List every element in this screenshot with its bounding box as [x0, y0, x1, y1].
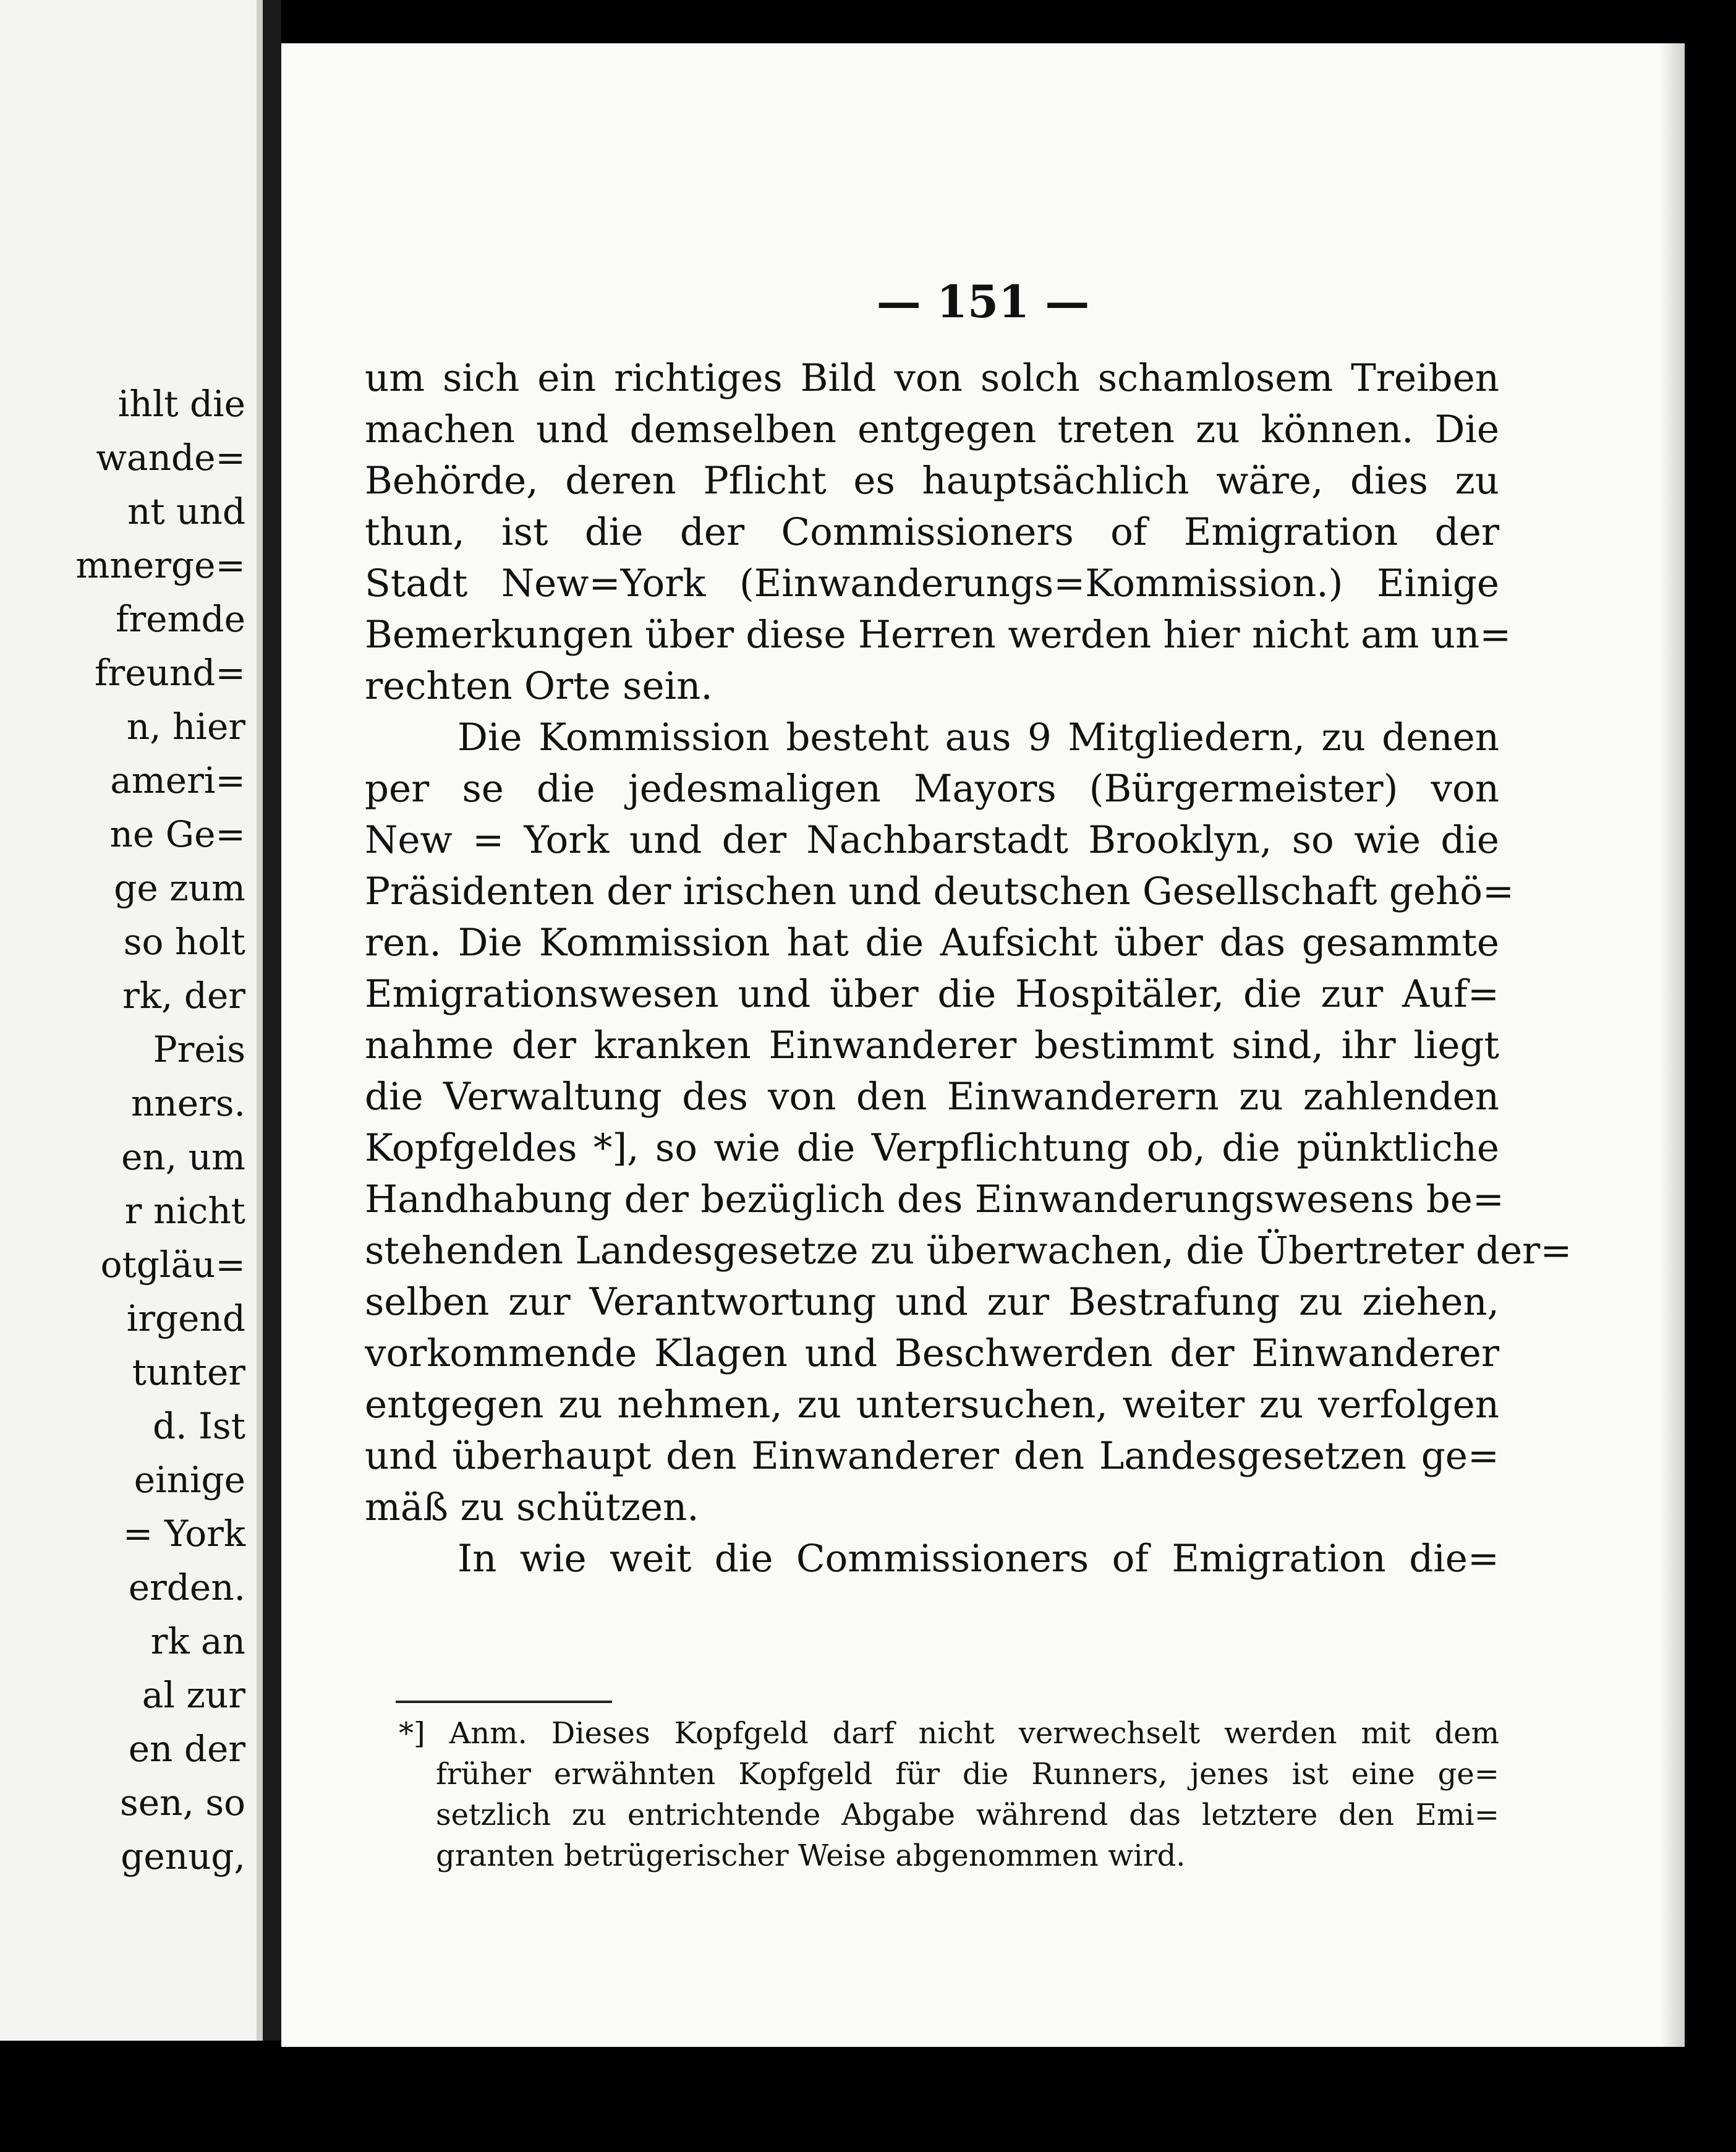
left-line: otgläu=	[100, 1244, 245, 1286]
book-gutter	[263, 0, 281, 2041]
footnote-line: früher erwähnten Kopfgeld für die Runners, jenes ist eine ge=	[436, 1757, 1499, 1791]
right-page-edge	[1660, 43, 1685, 2047]
footnote-rule	[396, 1701, 612, 1703]
left-line: irgend	[126, 1297, 245, 1339]
left-line: freund=	[95, 652, 245, 694]
left-line: tunter	[132, 1351, 245, 1393]
left-line: en, um	[121, 1136, 245, 1178]
text-line: per se die jedesmaligen Mayors (Bürgermeister) von	[365, 767, 1499, 811]
text-line: New = York und der Nachbarstadt Brooklyn, so wie die	[365, 818, 1499, 862]
text-line: Die Kommission besteht aus 9 Mitgliedern, zu denen	[457, 715, 1499, 759]
left-line: nners.	[131, 1082, 245, 1124]
left-line: ihlt die	[117, 383, 245, 425]
left-line: d. Ist	[153, 1405, 245, 1447]
footnote-line: *] Anm. Dieses Kopfgeld darf nicht verwechselt werden mit dem	[399, 1716, 1499, 1751]
text-line: mäß zu schützen.	[365, 1485, 699, 1529]
text-line: Behörde, deren Pflicht es hauptsächlich wäre, dies zu	[365, 459, 1499, 503]
left-line: n, hier	[126, 706, 245, 748]
text-line: Handhabung der bezüglich des Einwanderungswesens be=	[365, 1177, 1505, 1221]
text-line: Bemerkungen über diese Herren werden hier nicht am un=	[365, 613, 1512, 657]
left-line: Preis	[153, 1028, 245, 1070]
left-line: erden.	[128, 1566, 245, 1608]
text-line: die Verwaltung des von den Einwanderern zu zahlenden	[365, 1075, 1499, 1119]
text-line: Kopfgeldes *], so wie die Verpflichtung ob, die pünktliche	[365, 1126, 1499, 1170]
text-line: Stadt New=York (Einwanderungs=Kommission.) Einige	[365, 561, 1499, 605]
left-line: ne Ge=	[109, 813, 245, 855]
left-line: r nicht	[124, 1190, 245, 1232]
text-line: thun, ist die der Commissioners of Emigration der	[365, 510, 1499, 554]
left-line: rk an	[150, 1620, 245, 1662]
left-line: wande=	[96, 437, 245, 479]
left-page-edge	[257, 0, 263, 2041]
paragraph-2	[365, 712, 1572, 1533]
right-page	[281, 43, 1685, 2047]
footnote	[399, 1713, 1499, 1876]
left-line: einige	[134, 1459, 245, 1501]
left-line: sen, so	[120, 1782, 245, 1824]
left-page	[0, 0, 263, 2041]
text-line: vorkommende Klagen und Beschwerden der Einwanderer	[365, 1331, 1499, 1375]
left-page-text	[76, 377, 245, 1884]
text-line: und überhaupt den Einwanderer den Landesgesetzen ge=	[365, 1434, 1499, 1478]
page-number: — 151 —	[876, 275, 1090, 328]
left-line: so holt	[123, 921, 245, 963]
left-line: = York	[122, 1513, 245, 1555]
text-line: entgegen zu nehmen, zu untersuchen, weiter zu verfolgen	[365, 1383, 1499, 1427]
text-line: nahme der kranken Einwanderer bestimmt sind, ihr liegt	[365, 1023, 1499, 1067]
text-line: um sich ein richtiges Bild von solch schamlosem Treiben	[365, 356, 1499, 400]
paragraph-3	[365, 1533, 1499, 1584]
left-line: fremde	[116, 598, 245, 640]
left-line: rk, der	[122, 975, 245, 1017]
footnote-line: setzlich zu entrichtende Abgabe während das letztere den Emi=	[436, 1798, 1499, 1832]
left-line: genug,	[121, 1835, 245, 1877]
left-line: al zur	[142, 1674, 245, 1716]
footnote-line: granten betrügerischer Weise abgenommen wird.	[436, 1838, 1186, 1873]
text-line: Emigrationswesen und über die Hospitäler, die zur Auf=	[365, 972, 1499, 1016]
left-line: mnerge=	[75, 544, 245, 586]
text-line: selben zur Verantwortung und zur Bestrafung zu ziehen,	[365, 1280, 1499, 1324]
left-line: ameri=	[110, 759, 245, 801]
left-line: ge zum	[114, 867, 245, 909]
left-line: en der	[128, 1728, 245, 1770]
left-line: nt und	[127, 490, 245, 532]
text-line: In wie weit die Commissioners of Emigration die=	[457, 1537, 1499, 1581]
paragraph-1	[365, 352, 1512, 712]
text-line: rechten Orte sein.	[365, 664, 713, 708]
body-text	[365, 352, 1572, 1584]
text-line: stehenden Landesgesetze zu überwachen, die Übertreter der=	[365, 1229, 1572, 1273]
text-line: machen und demselben entgegen treten zu können. Die	[365, 408, 1499, 451]
text-line: ren. Die Kommission hat die Aufsicht über das gesammte	[365, 921, 1499, 965]
text-line: Präsidenten der irischen und deutschen Gesellschaft gehö=	[365, 869, 1515, 913]
